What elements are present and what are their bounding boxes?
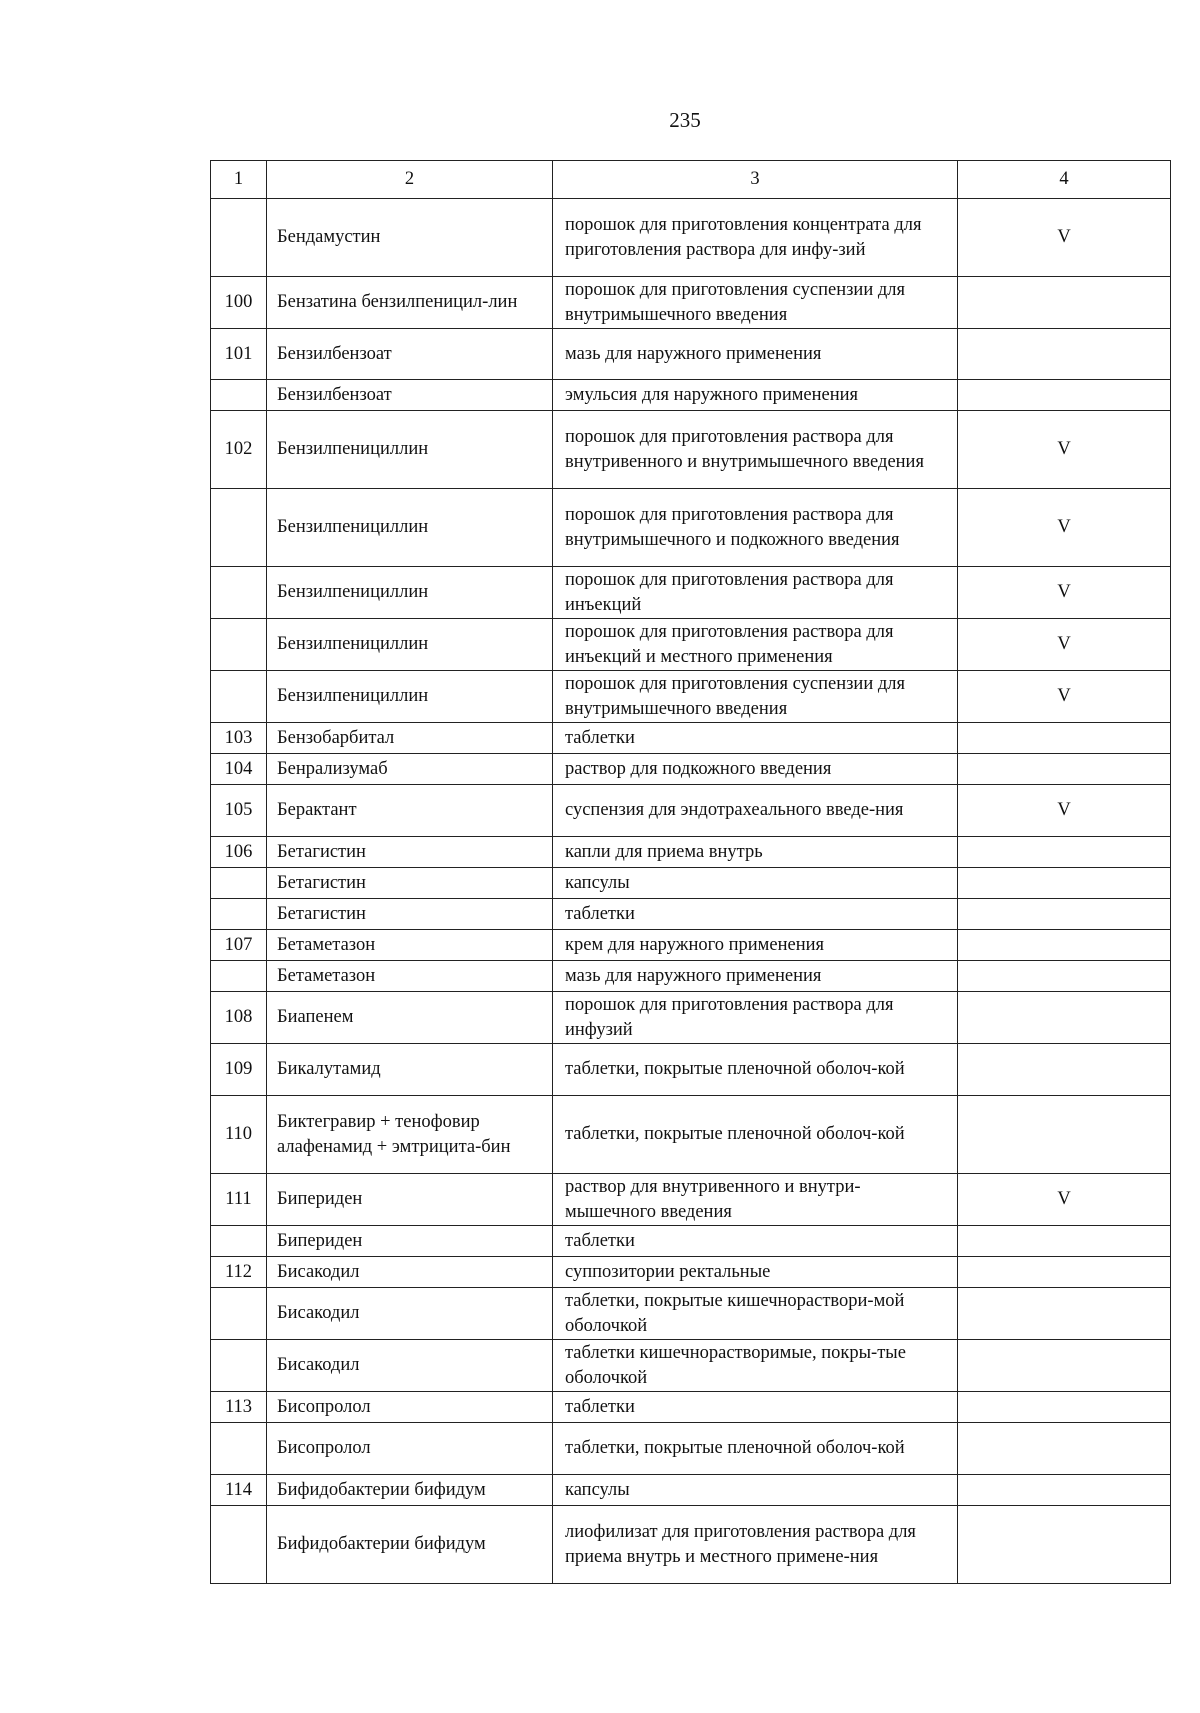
mark-cell <box>958 1506 1171 1584</box>
row-number-cell <box>211 619 267 671</box>
mark-cell: V <box>958 785 1171 837</box>
row-number-cell <box>211 1340 267 1392</box>
dosage-form-cell: раствор для внутривенного и внутри-мышечного введения <box>553 1174 958 1226</box>
mark-cell <box>958 992 1171 1044</box>
mark-cell: V <box>958 1174 1171 1226</box>
mark-cell <box>958 277 1171 329</box>
table-row <box>211 1044 1171 1096</box>
row-number-cell <box>211 868 267 899</box>
drug-name-cell: Бетаметазон <box>267 961 553 992</box>
drug-name-cell: Бикалутамид <box>267 1044 553 1096</box>
table-row <box>211 411 1171 489</box>
table-row <box>211 1340 1171 1392</box>
table-row <box>211 754 1171 785</box>
table-row <box>211 1423 1171 1475</box>
row-number-cell <box>211 961 267 992</box>
table-row <box>211 1288 1171 1340</box>
table-row <box>211 1475 1171 1506</box>
drug-name-cell: Бензилпенициллин <box>267 671 553 723</box>
drug-name-cell: Бензилпенициллин <box>267 489 553 567</box>
table-row <box>211 1392 1171 1423</box>
mark-cell <box>958 329 1171 380</box>
mark-cell <box>958 723 1171 754</box>
drug-name-cell: Бипериден <box>267 1226 553 1257</box>
drug-name-cell: Бетагистин <box>267 837 553 868</box>
row-number-cell: 110 <box>211 1096 267 1174</box>
table-row <box>211 899 1171 930</box>
table-row <box>211 930 1171 961</box>
row-number-cell: 111 <box>211 1174 267 1226</box>
dosage-form-cell: капли для приема внутрь <box>553 837 958 868</box>
mark-cell <box>958 754 1171 785</box>
row-number-cell <box>211 567 267 619</box>
mark-cell <box>958 1392 1171 1423</box>
mark-cell <box>958 1423 1171 1475</box>
drug-name-cell: Бензилпенициллин <box>267 411 553 489</box>
dosage-form-cell: таблетки <box>553 1392 958 1423</box>
header-col-2: 2 <box>267 161 553 199</box>
dosage-form-cell: порошок для приготовления раствора для инъекций и местного применения <box>553 619 958 671</box>
drug-name-cell: Бифидобактерии бифидум <box>267 1506 553 1584</box>
row-number-cell: 108 <box>211 992 267 1044</box>
drug-name-cell: Бенрализумаб <box>267 754 553 785</box>
mark-cell <box>958 899 1171 930</box>
row-number-cell <box>211 199 267 277</box>
dosage-form-cell: мазь для наружного применения <box>553 329 958 380</box>
dosage-form-cell: порошок для приготовления раствора для инъекций <box>553 567 958 619</box>
dosage-form-cell: порошок для приготовления суспензии для внутримышечного введения <box>553 671 958 723</box>
dosage-form-cell: раствор для подкожного введения <box>553 754 958 785</box>
mark-cell <box>958 837 1171 868</box>
table-row <box>211 1096 1171 1174</box>
dosage-form-cell: таблетки, покрытые пленочной оболоч-кой <box>553 1044 958 1096</box>
dosage-form-cell: таблетки, покрытые кишечнораствори-мой оболочкой <box>553 1288 958 1340</box>
drug-name-cell: Бипериден <box>267 1174 553 1226</box>
table-row <box>211 277 1171 329</box>
mark-cell <box>958 1257 1171 1288</box>
table-row <box>211 785 1171 837</box>
drug-name-cell: Бензилпенициллин <box>267 567 553 619</box>
row-number-cell <box>211 1288 267 1340</box>
table-row <box>211 837 1171 868</box>
row-number-cell: 109 <box>211 1044 267 1096</box>
dosage-form-cell: порошок для приготовления суспензии для внутримышечного введения <box>553 277 958 329</box>
dosage-form-cell: капсулы <box>553 1475 958 1506</box>
row-number-cell <box>211 1506 267 1584</box>
dosage-form-cell: суспензия для эндотрахеального введе-ния <box>553 785 958 837</box>
table-row <box>211 489 1171 567</box>
drug-name-cell: Бисакодил <box>267 1288 553 1340</box>
drug-name-cell: Бисакодил <box>267 1340 553 1392</box>
mark-cell: V <box>958 411 1171 489</box>
row-number-cell <box>211 380 267 411</box>
drug-name-cell: Бисопролол <box>267 1423 553 1475</box>
header-col-4: 4 <box>958 161 1171 199</box>
row-number-cell: 107 <box>211 930 267 961</box>
table-row <box>211 1174 1171 1226</box>
table-row <box>211 567 1171 619</box>
header-col-3: 3 <box>553 161 958 199</box>
drug-name-cell: Бетаметазон <box>267 930 553 961</box>
mark-cell: V <box>958 671 1171 723</box>
dosage-form-cell: мазь для наружного применения <box>553 961 958 992</box>
row-number-cell: 102 <box>211 411 267 489</box>
table-row <box>211 868 1171 899</box>
row-number-cell: 105 <box>211 785 267 837</box>
row-number-cell: 101 <box>211 329 267 380</box>
row-number-cell <box>211 1226 267 1257</box>
mark-cell <box>958 1340 1171 1392</box>
row-number-cell: 112 <box>211 1257 267 1288</box>
mark-cell: V <box>958 567 1171 619</box>
dosage-form-cell: таблетки кишечнорастворимые, покры-тые оболочкой <box>553 1340 958 1392</box>
mark-cell <box>958 1475 1171 1506</box>
dosage-form-cell: таблетки, покрытые пленочной оболоч-кой <box>553 1423 958 1475</box>
mark-cell <box>958 380 1171 411</box>
dosage-form-cell: порошок для приготовления раствора для инфузий <box>553 992 958 1044</box>
drug-name-cell: Бифидобактерии бифидум <box>267 1475 553 1506</box>
mark-cell: V <box>958 489 1171 567</box>
table-row <box>211 992 1171 1044</box>
mark-cell <box>958 1226 1171 1257</box>
table-row <box>211 1226 1171 1257</box>
dosage-form-cell: капсулы <box>553 868 958 899</box>
table-row <box>211 199 1171 277</box>
mark-cell <box>958 930 1171 961</box>
dosage-form-cell: порошок для приготовления концентрата для приготовления раствора для инфу-зий <box>553 199 958 277</box>
drug-name-cell: Бетагистин <box>267 868 553 899</box>
mark-cell: V <box>958 619 1171 671</box>
table-row <box>211 329 1171 380</box>
mark-cell <box>958 1096 1171 1174</box>
drug-name-cell: Бетагистин <box>267 899 553 930</box>
row-number-cell: 114 <box>211 1475 267 1506</box>
mark-cell: V <box>958 199 1171 277</box>
table-row <box>211 723 1171 754</box>
header-row <box>211 161 1171 199</box>
table-row <box>211 380 1171 411</box>
table-row <box>211 1506 1171 1584</box>
drug-name-cell: Бензилбензоат <box>267 329 553 380</box>
table-row <box>211 671 1171 723</box>
mark-cell <box>958 868 1171 899</box>
dosage-form-cell: таблетки, покрытые пленочной оболоч-кой <box>553 1096 958 1174</box>
drug-name-cell: Биктегравир + тенофовир алафенамид + эмтрицита-бин <box>267 1096 553 1174</box>
drug-name-cell: Бензатина бензилпеницил-лин <box>267 277 553 329</box>
row-number-cell <box>211 671 267 723</box>
table-row <box>211 619 1171 671</box>
drug-name-cell: Бензилпенициллин <box>267 619 553 671</box>
dosage-form-cell: порошок для приготовления раствора для внутривенного и внутримышечного введения <box>553 411 958 489</box>
drug-name-cell: Биапенем <box>267 992 553 1044</box>
row-number-cell <box>211 899 267 930</box>
row-number-cell: 113 <box>211 1392 267 1423</box>
dosage-form-cell: лиофилизат для приготовления раствора для приема внутрь и местного примене-ния <box>553 1506 958 1584</box>
table-row <box>211 961 1171 992</box>
row-number-cell: 100 <box>211 277 267 329</box>
drug-name-cell: Берактант <box>267 785 553 837</box>
header-col-1: 1 <box>211 161 267 199</box>
drug-table <box>210 160 1171 1584</box>
dosage-form-cell: таблетки <box>553 1226 958 1257</box>
dosage-form-cell: суппозитории ректальные <box>553 1257 958 1288</box>
drug-name-cell: Бисопролол <box>267 1392 553 1423</box>
drug-name-cell: Бендамустин <box>267 199 553 277</box>
row-number-cell: 104 <box>211 754 267 785</box>
row-number-cell <box>211 489 267 567</box>
drug-name-cell: Бисакодил <box>267 1257 553 1288</box>
row-number-cell: 106 <box>211 837 267 868</box>
drug-name-cell: Бензилбензоат <box>267 380 553 411</box>
dosage-form-cell: эмульсия для наружного применения <box>553 380 958 411</box>
dosage-form-cell: крем для наружного применения <box>553 930 958 961</box>
mark-cell <box>958 961 1171 992</box>
dosage-form-cell: таблетки <box>553 899 958 930</box>
row-number-cell: 103 <box>211 723 267 754</box>
table-row <box>211 1257 1171 1288</box>
dosage-form-cell: порошок для приготовления раствора для внутримышечного и подкожного введения <box>553 489 958 567</box>
mark-cell <box>958 1044 1171 1096</box>
drug-name-cell: Бензобарбитал <box>267 723 553 754</box>
drug-table-body <box>211 161 1171 1584</box>
mark-cell <box>958 1288 1171 1340</box>
row-number-cell <box>211 1423 267 1475</box>
dosage-form-cell: таблетки <box>553 723 958 754</box>
page-number: 235 <box>669 108 701 132</box>
